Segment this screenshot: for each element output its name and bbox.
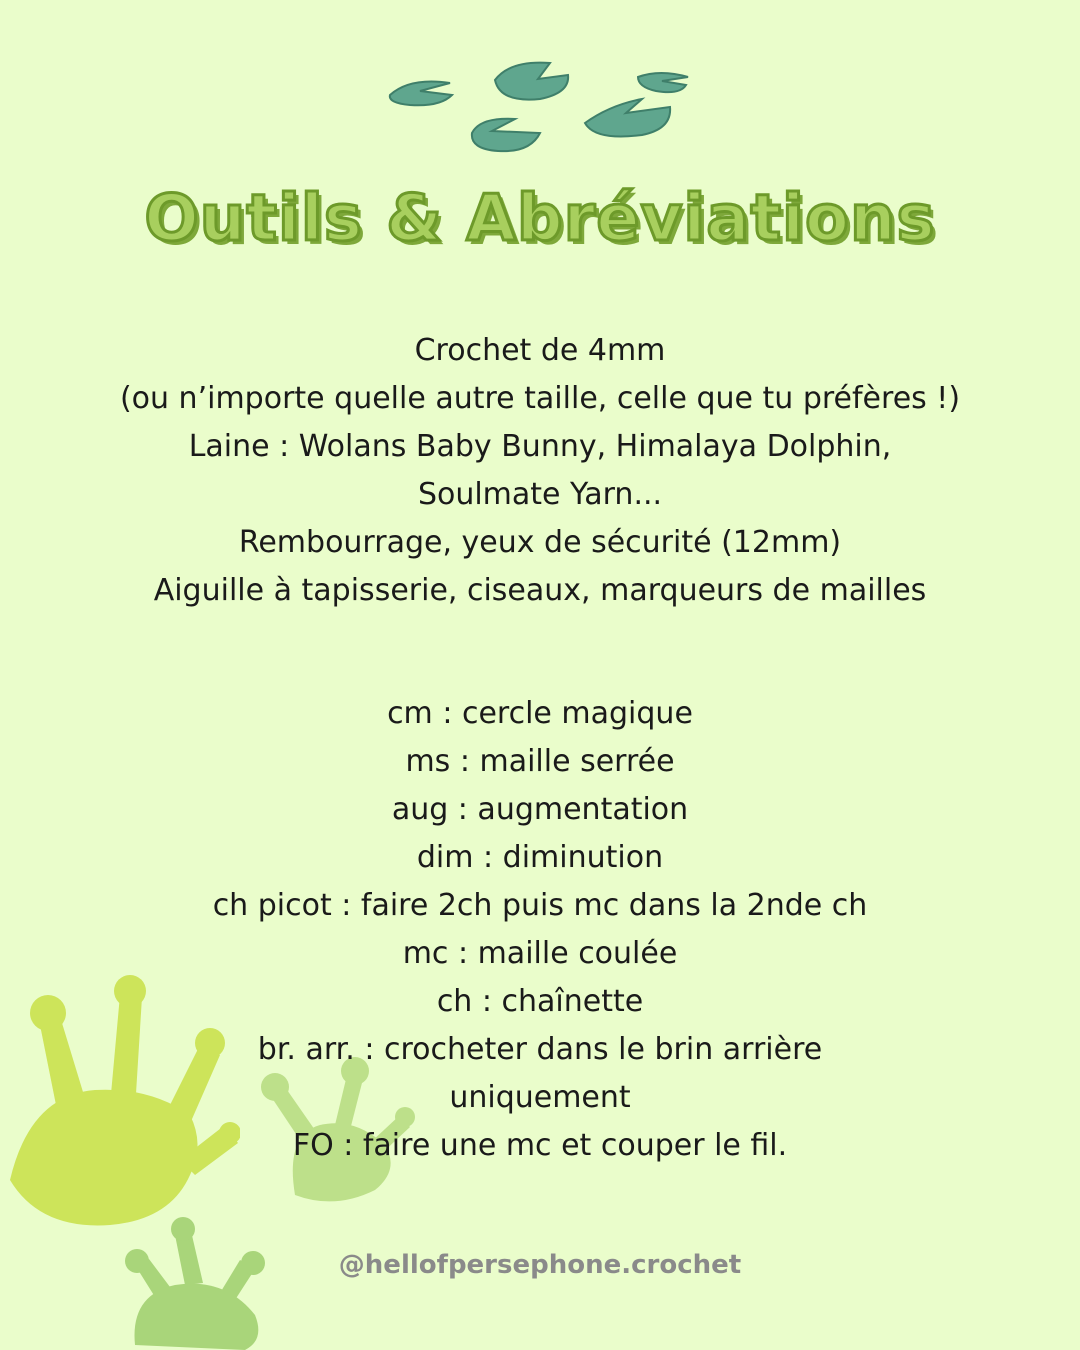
lily-pad-icon bbox=[380, 55, 700, 165]
abbreviations-list bbox=[0, 690, 1080, 1170]
abbreviation-line: ch picot : faire 2ch puis mc dans la 2nde ch bbox=[212, 888, 868, 923]
abbreviation-line: cm : cercle magique bbox=[387, 696, 693, 731]
abbreviation-line: mc : maille coulée bbox=[402, 936, 678, 971]
abbreviation-line: uniquement bbox=[449, 1080, 631, 1115]
tools-line: Soulmate Yarn... bbox=[417, 477, 663, 512]
page-title: Outils & Abréviations bbox=[144, 182, 936, 256]
tools-line: (ou n’importe quelle autre taille, celle que tu préfères !) bbox=[119, 381, 961, 416]
tools-line: Crochet de 4mm bbox=[414, 333, 666, 368]
abbreviation-line: br. arr. : crocheter dans le brin arrière bbox=[257, 1032, 823, 1067]
abbreviation-line: aug : augmentation bbox=[391, 792, 689, 827]
tools-line: Rembourrage, yeux de sécurité (12mm) bbox=[238, 525, 842, 560]
frog-foot-icon bbox=[115, 1215, 275, 1350]
tools-line: Aiguille à tapisserie, ciseaux, marqueurs de mailles bbox=[153, 573, 927, 608]
tools-list bbox=[0, 327, 1080, 615]
instagram-handle: @hellofpersephone.crochet bbox=[338, 1250, 742, 1280]
abbreviation-line: ch : chaînette bbox=[436, 984, 644, 1019]
abbreviation-line: ms : maille serrée bbox=[405, 744, 675, 779]
tools-line: Laine : Wolans Baby Bunny, Himalaya Dolphin, bbox=[188, 429, 892, 464]
abbreviation-line: dim : diminution bbox=[416, 840, 664, 875]
abbreviation-line: FO : faire une mc et couper le fil. bbox=[292, 1128, 788, 1163]
